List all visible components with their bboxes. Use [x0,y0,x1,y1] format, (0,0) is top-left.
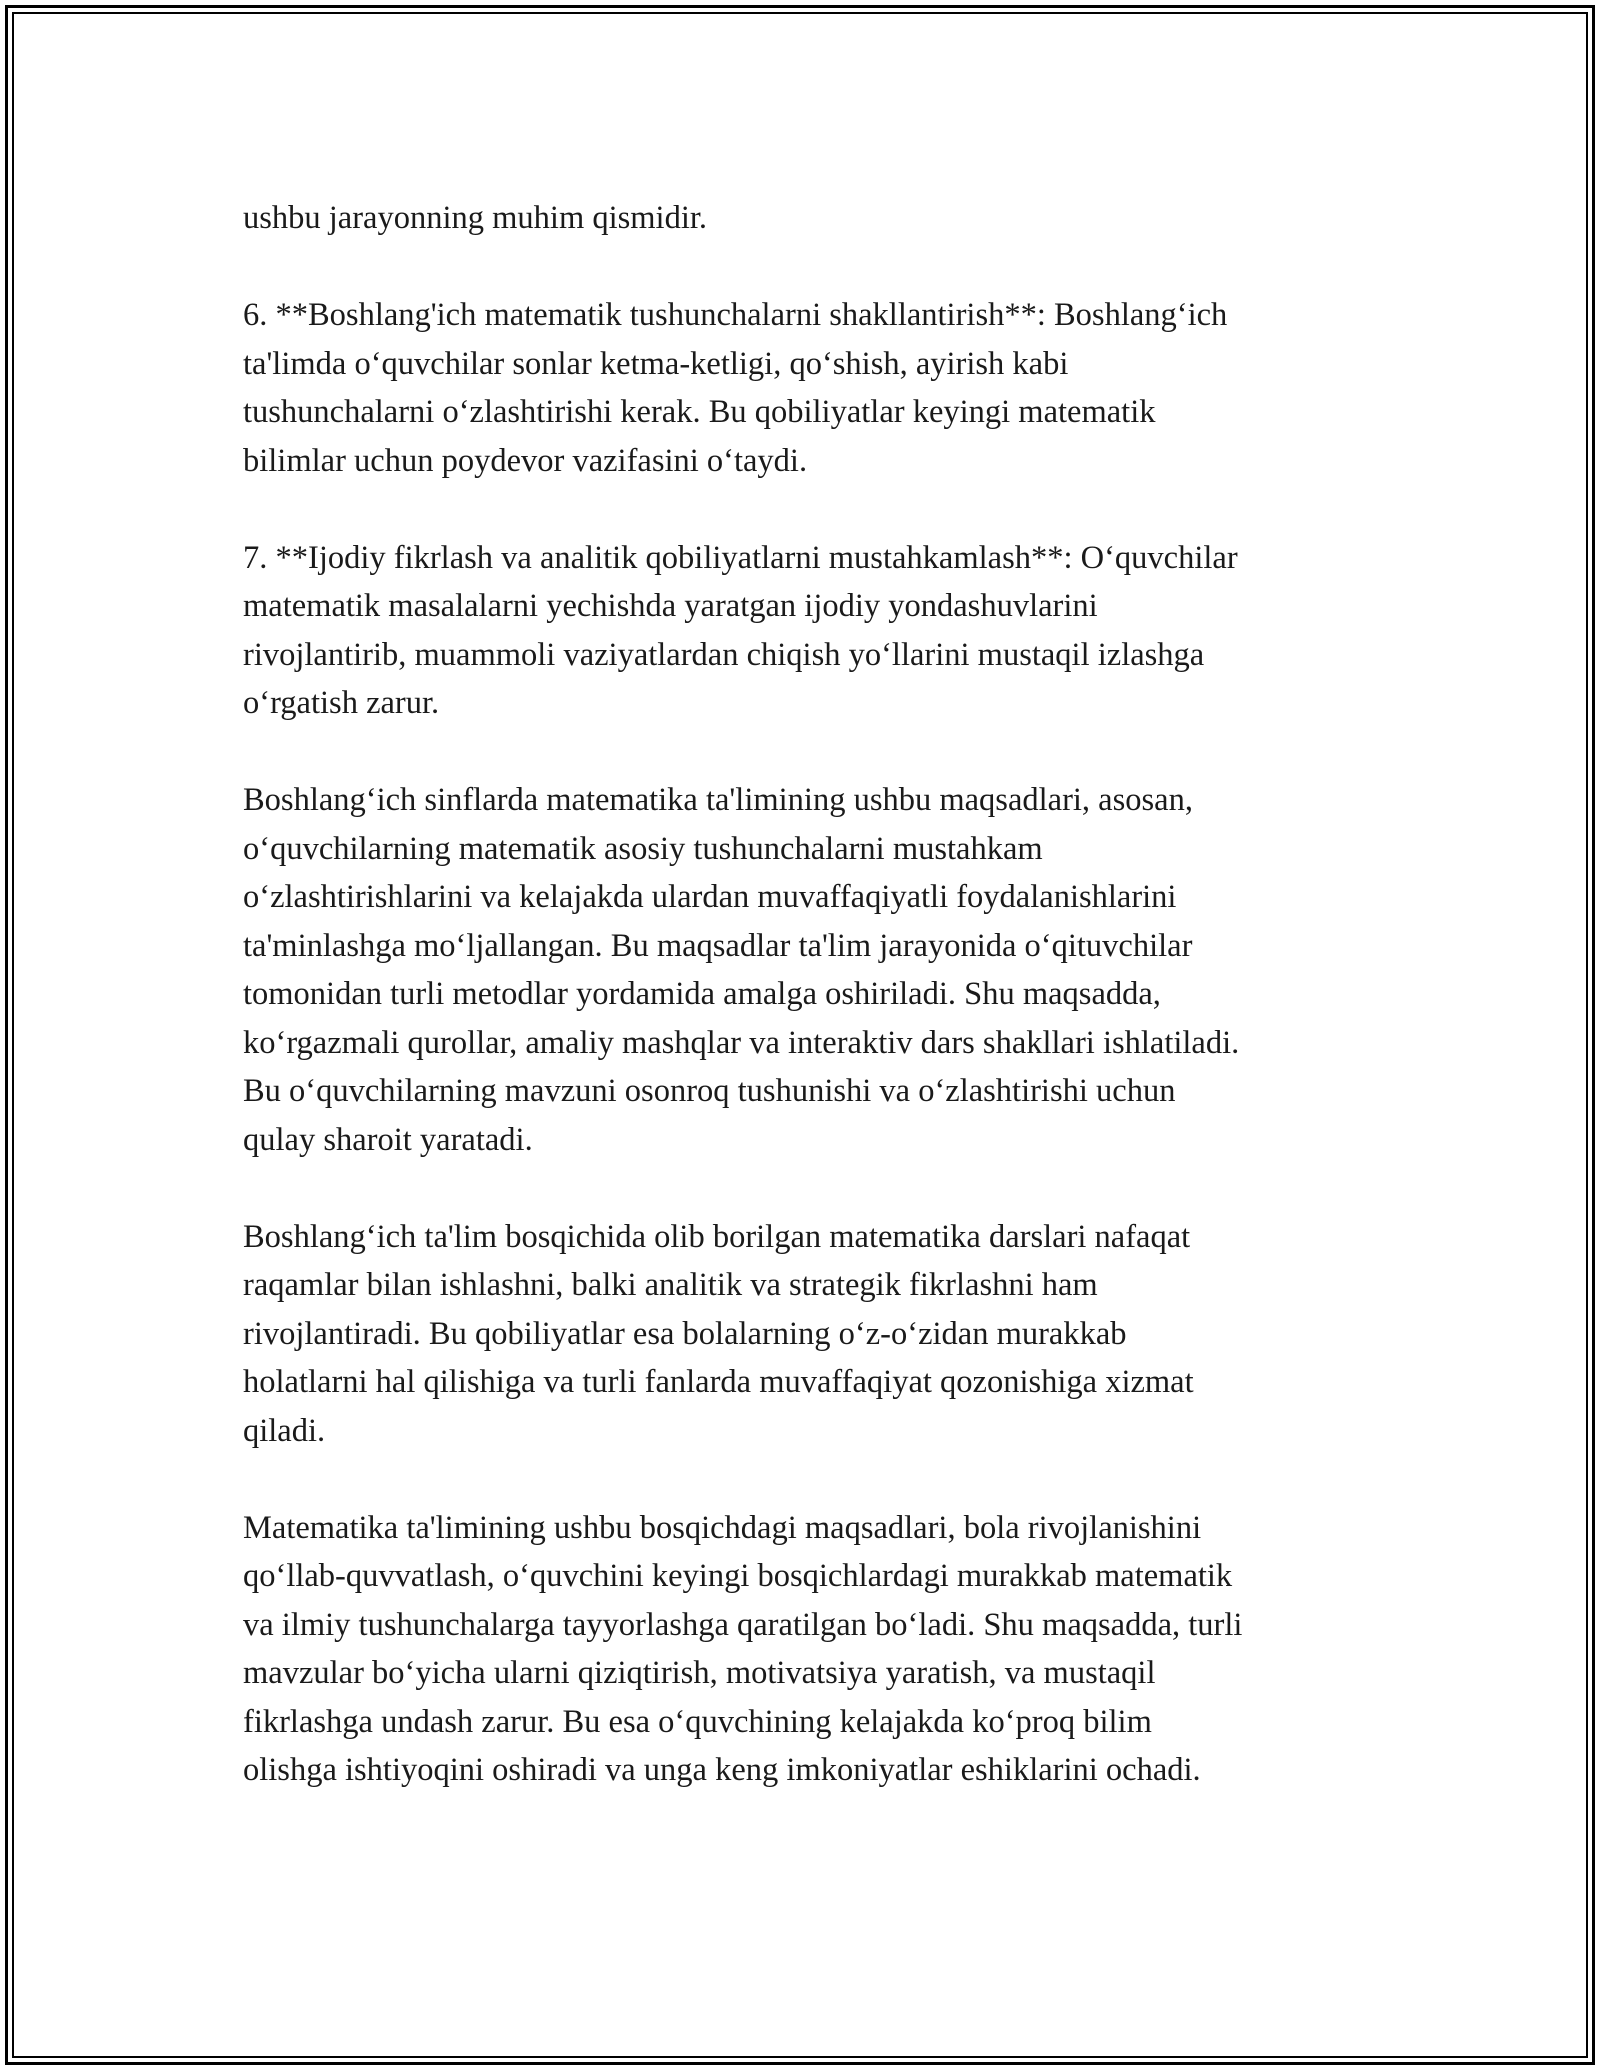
paragraph-conclusion: Matematika ta'limining ushbu bosqichdagi maqsadlari, bola rivojlanishini qoʻllab-quvvatlash, oʻquvchini keyingi bosqichlardagi murakkab matematik va ilmiy tushunchalarga tayyorlashga qaratilgan boʻladi. Shu maqsadda, turli mavzular boʻyicha ularni qiziqtirish, motivatsiya yaratish, va mustaqil fikrlashga undash zarur. Bu esa oʻquvchining kelajakda koʻproq bilim olishga ishtiyoqini oshiradi va unga keng imkoniyatlar eshiklarini ochadi. [243,1509,1243,1788]
paragraph-continuation: ushbu jarayonning muhim qismidir. [243,200,708,236]
paragraph-item-7: 7. **Ijodiy fikrlash va analitik qobiliyatlarni mustahkamlash**: Oʻquvchilar matematik masalalarni yechishda yaratgan ijodiy yondashuvlarini rivojlantirib, muammoli vaziyatlardan chiqish yoʻllarini mustaqil izlashga oʻrgatish zarur. [243,539,1238,721]
page-border [5,5,1595,2065]
page-body [243,194,1383,1795]
paragraph-lessons: Boshlangʻich ta'lim bosqichida olib borilgan matematika darslari nafaqat raqamlar bilan ishlashni, balki analitik va strategik fikrlashni ham rivojlantiradi. Bu qobiliyatlar esa bolalarning oʻz-oʻzidan murakkab holatlarni hal qilishiga va turli fanlarda muvaffaqiyat qozonishiga xizmat qiladi. [243,1218,1194,1449]
paragraph-goals-summary: Boshlangʻich sinflarda matematika ta'limining ushbu maqsadlari, asosan, oʻquvchilarning matematik asosiy tushunchalarni mustahkam oʻzlashtirishlarini va kelajakda ulardan muvaffaqiyatli foydalanishlarini ta'minlashga moʻljallangan. Bu maqsadlar ta'lim jarayonida oʻqituvchilar tomonidan turli metodlar yordamida amalga oshiriladi. Shu maqsadda, koʻrgazmali qurollar, amaliy mashqlar va interaktiv dars shakllari ishlatiladi. Bu oʻquvchilarning mavzuni osonroq tushunishi va oʻzlashtirishi uchun qulay sharoit yaratadi. [243,782,1240,1158]
paragraph-item-6: 6. **Boshlang'ich matematik tushunchalarni shakllantirish**: Boshlangʻich ta'limda oʻquvchilar sonlar ketma-ketligi, qoʻshish, ayirish kabi tushunchalarni oʻzlashtirishi kerak. Bu qobiliyatlar keyingi matematik bilimlar uchun poydevor vazifasini oʻtaydi. [243,297,1228,479]
